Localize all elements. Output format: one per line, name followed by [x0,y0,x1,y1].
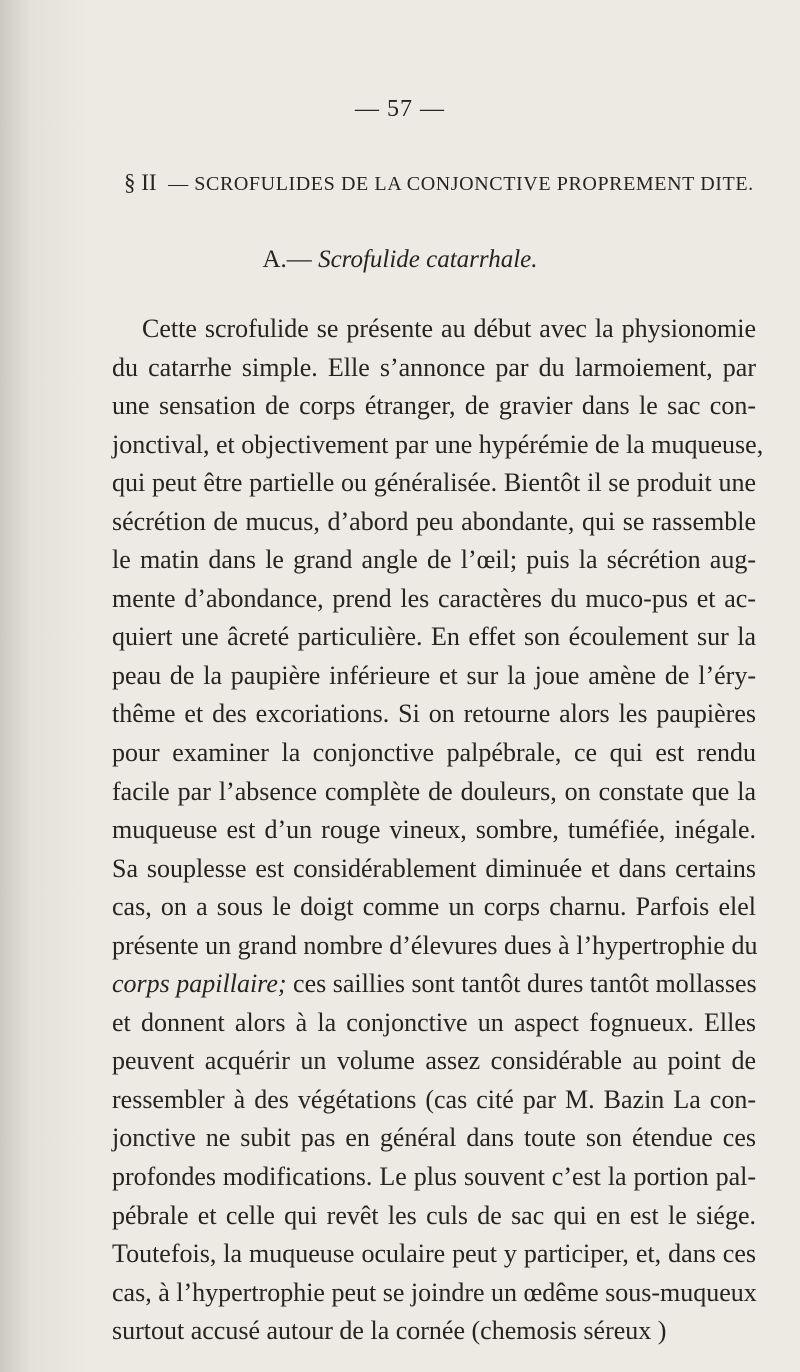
section-marker: § II [124,170,157,195]
text-line: profondes modifications. Le plus souvent c’est la portion pal- [112,1162,756,1192]
text-line: cas, on a sous le doigt comme un corps charnu. Parfois elel [112,892,756,922]
subsection-label: A.— [262,246,312,273]
section-title: — SCROFULIDES DE LA CONJONCTIVE PROPREMENT DITE. [168,173,754,195]
text-line: pour examiner la conjonctive palpébrale, ce qui est rendu [112,738,756,768]
page-number: — 57 — [355,96,445,122]
text-line: sécrétion de mucus, d’abord peu abondante, qui se rassemble [112,506,756,536]
subsection-heading [0,246,800,274]
body-paragraph [112,310,764,1351]
text-line: une sensation de corps étranger, de gravier dans le sac con- [112,391,756,421]
subsection-title: Scrofulide catarrhale. [318,246,538,273]
text-line: surtout accusé autour de la cornée (chemosis séreux ) [112,1316,667,1346]
text-line: du catarrhe simple. Elle s’annonce par du larmoiement, par [112,352,756,382]
text-line: le matin dans le grand angle de l’œil; puis la sécrétion aug- [112,545,756,575]
text-line: jonctival, et objectivement par une hypérémie de la muqueuse, [112,429,764,459]
text-line: thême et des excoriations. Si on retourne alors les paupières [112,699,756,729]
text-line: jonctive ne subit pas en général dans toute son étendue ces [112,1123,756,1153]
text-line: peuvent acquérir un volume assez considérable au point de [112,1046,756,1076]
text-line: ressembler à des végétations (cas cité par M. Bazin La con- [112,1084,756,1114]
text-line: Toutefois, la muqueuse oculaire peut y participer, et, dans ces [112,1239,756,1269]
text-line: qui peut être partielle ou généralisée. Bientôt il se produit une [112,468,756,498]
text-line: peau de la paupière inférieure et sur la joue amène de l’éry- [112,660,756,690]
text-line: facile par l’absence complète de douleurs, on constate que la [112,776,756,806]
text-line: mente d’abondance, prend les caractères du muco-pus et ac- [112,583,756,613]
italic-phrase: corps papillaire; [112,969,287,999]
text-line-italic-start [112,965,756,1004]
text-line: muqueuse est d’un rouge vineux, sombre, tuméfiée, inégale. [112,815,756,845]
text-line: quiert une âcreté particulière. En effet son écoulement sur la [112,622,756,652]
text-line: et donnent alors à la conjonctive un aspect fognueux. Elles [112,1007,756,1037]
text-line-remainder: ces saillies sont tantôt dures tantôt mollasses [286,969,757,999]
text-line: cas, à l’hypertrophie peut se joindre un œdême sous-muqueux [112,1277,757,1307]
text-line: Sa souplesse est considérablement diminuée et dans certains [112,853,756,883]
section-heading [124,170,764,196]
text-line: pébrale et celle qui revêt les culs de sac qui en est le siége. [112,1200,756,1230]
text-line: présente un grand nombre d’élevures dues à l’hypertrophie du [112,930,758,960]
text-line: Cette scrofulide se présente au début avec la physionomie [142,314,756,343]
